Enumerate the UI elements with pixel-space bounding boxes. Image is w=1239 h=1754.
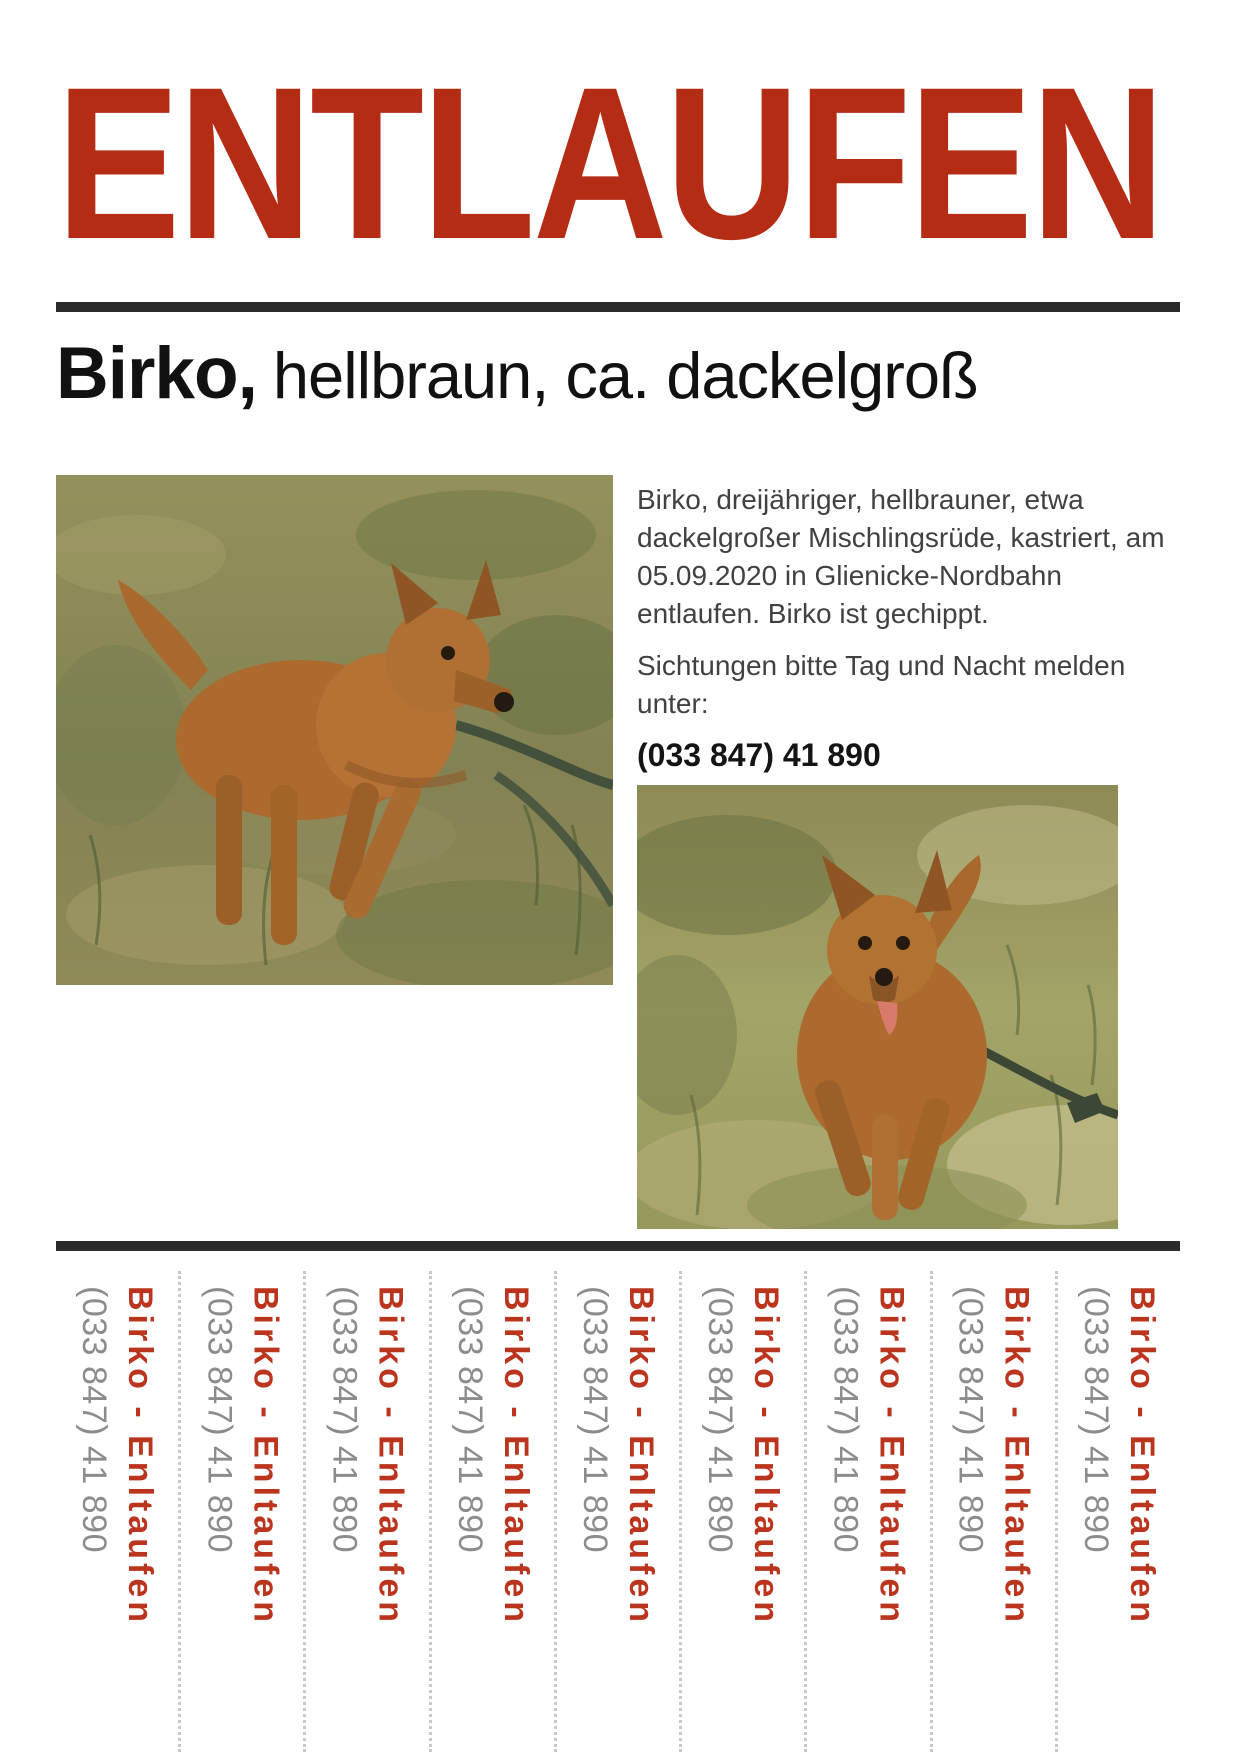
poster-title: ENTLAUFEN: [56, 42, 1163, 284]
tearoff-text: [447, 1286, 539, 1752]
tearoff-strip: [178, 1271, 303, 1752]
tearoff-row: [56, 1271, 1180, 1752]
tearoff-phone-line: (033 847) 41 890: [1076, 1285, 1115, 1553]
tearoff-name-line: Birko - Enltaufen: [621, 1285, 660, 1626]
tearoff-text: [1073, 1286, 1165, 1752]
main-row: [56, 475, 1180, 1229]
pet-details: hellbraun, ca. dackelgroß: [272, 339, 978, 412]
tearoff-phone-line: (033 847) 41 890: [450, 1285, 489, 1553]
tearoff-text: [697, 1286, 789, 1752]
tearoff-strip: [804, 1271, 929, 1752]
tearoff-strip: [1055, 1271, 1180, 1752]
tearoff-phone-line: (033 847) 41 890: [575, 1285, 614, 1553]
tearoff-phone-line: (033 847) 41 890: [200, 1285, 239, 1553]
tearoff-strip: [554, 1271, 679, 1752]
title-area: [56, 0, 1180, 284]
divider-top: [56, 302, 1180, 312]
tearoff-name-line: Birko - Enltaufen: [246, 1285, 285, 1626]
photo-left: [56, 475, 613, 985]
tearoff-strip: [303, 1271, 428, 1752]
tearoff-phone-line: (033 847) 41 890: [826, 1285, 865, 1553]
tearoff-name-line: Birko - Enltaufen: [997, 1285, 1036, 1626]
tearoff-name-line: Birko - Enltaufen: [747, 1285, 786, 1626]
tearoff-text: [71, 1286, 163, 1752]
divider-bottom: [56, 1241, 1180, 1251]
dog-running-illustration: [637, 785, 1118, 1229]
pet-description-1: Birko, dreijähriger, hellbrauner, etwa dackelgroßer Mischlingsrüde, kastriert, am 05.09.2020 in Glienicke-Nordbahn entlaufen. Birko ist gechippt.: [637, 483, 1165, 629]
tearoff-strip: [429, 1271, 554, 1752]
tearoff-name-line: Birko - Enltaufen: [496, 1285, 535, 1626]
tearoff-text: [322, 1286, 414, 1752]
tearoff-strip: [56, 1271, 178, 1752]
info-column: [637, 475, 1180, 1229]
tearoff-name-line: Birko - Enltaufen: [1122, 1285, 1161, 1626]
tearoff-phone-line: (033 847) 41 890: [75, 1285, 114, 1553]
pet-headline: [56, 333, 1180, 414]
tearoff-phone-line: (033 847) 41 890: [701, 1285, 740, 1553]
tearoff-text: [822, 1286, 914, 1752]
tearoff-strip: [679, 1271, 804, 1752]
tearoff-strip: [930, 1271, 1055, 1752]
tearoff-text: [572, 1286, 664, 1752]
photo-right: [637, 785, 1118, 1229]
tearoff-name-line: Birko - Enltaufen: [121, 1285, 160, 1626]
phone-number: (033 847) 41 890: [637, 736, 881, 773]
tearoff-phone-line: (033 847) 41 890: [325, 1285, 364, 1553]
dog-standing-illustration: [56, 475, 613, 985]
tearoff-name-line: Birko - Enltaufen: [371, 1285, 410, 1626]
tearoff-text: [196, 1286, 288, 1752]
pet-description-2: Sichtungen bitte Tag und Nacht melden unter:: [637, 649, 1126, 719]
tearoff-name-line: Birko - Enltaufen: [872, 1285, 911, 1626]
pet-name: Birko,: [56, 333, 257, 414]
tearoff-phone-line: (033 847) 41 890: [951, 1285, 990, 1553]
tearoff-text: [948, 1286, 1040, 1752]
